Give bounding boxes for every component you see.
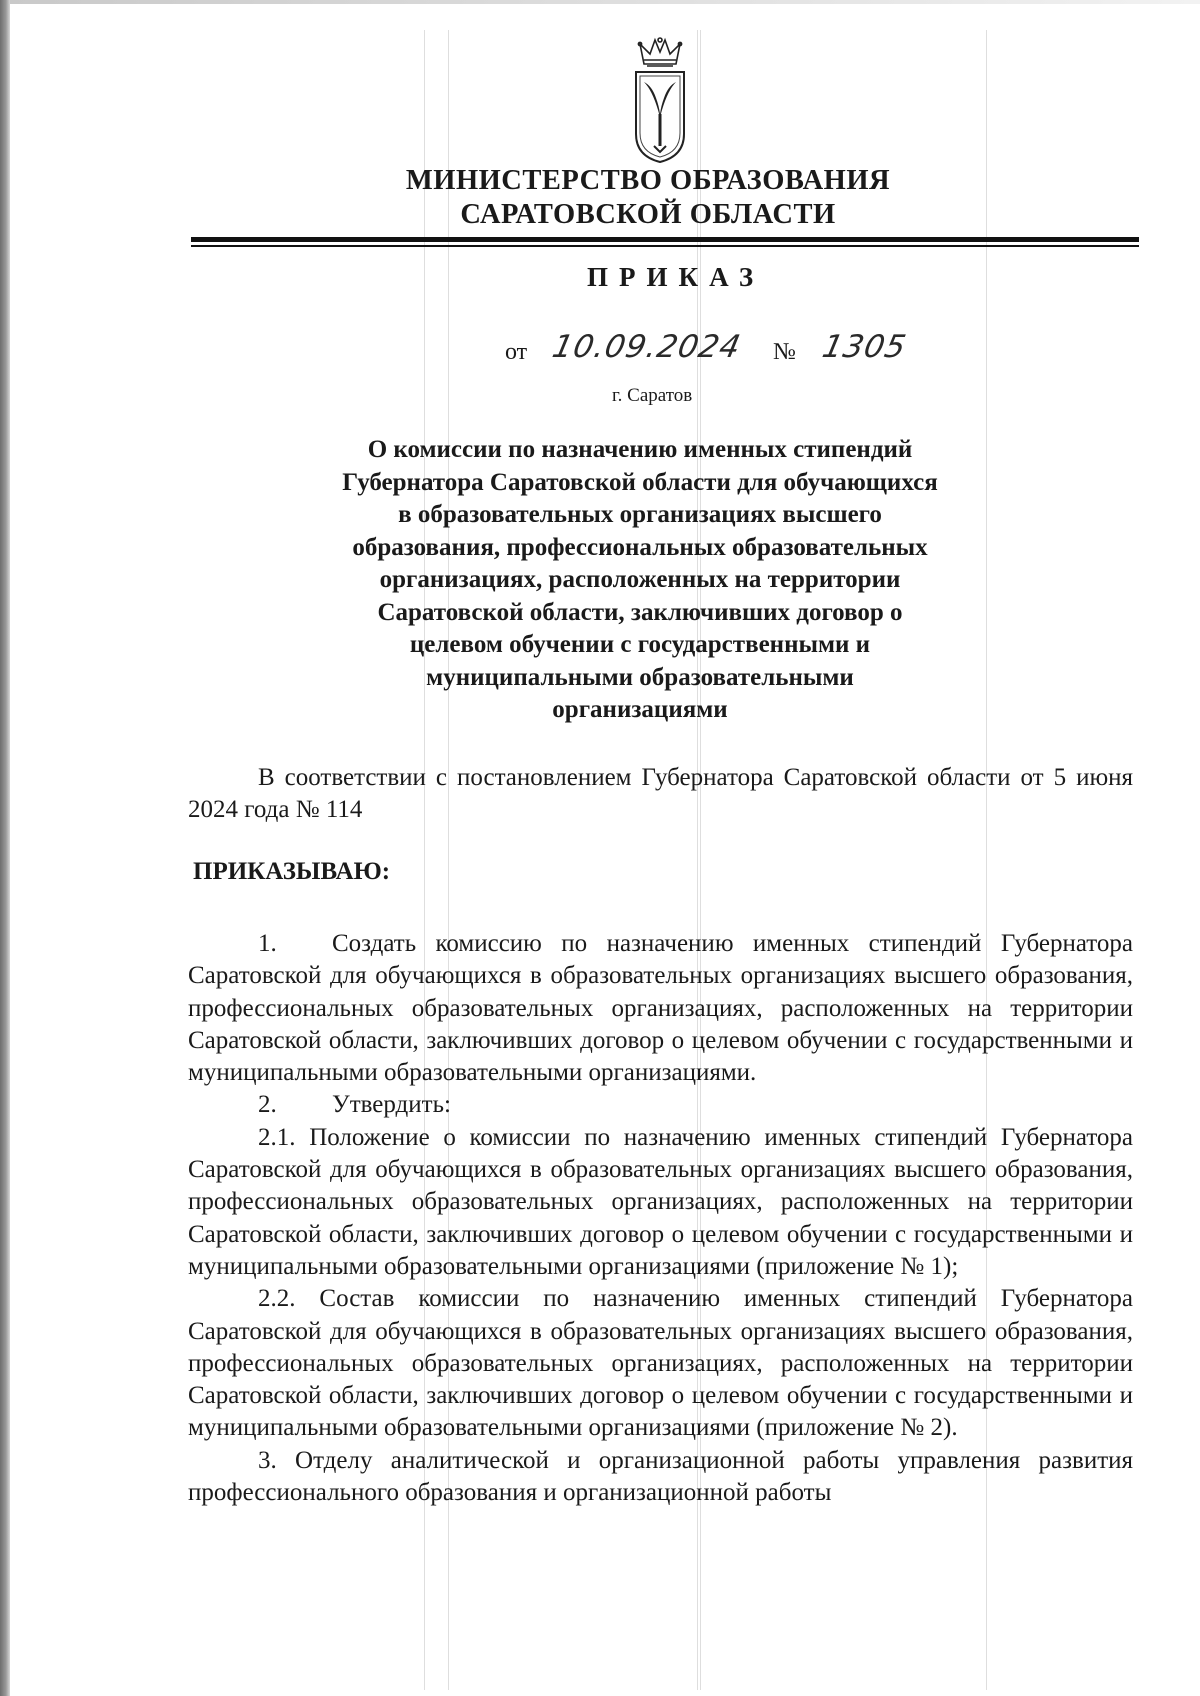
legal-basis bbox=[188, 762, 1133, 827]
city: г. Саратов bbox=[612, 385, 693, 406]
title-line: организациями bbox=[552, 696, 728, 723]
order-item bbox=[188, 928, 1133, 1089]
legal-basis-text: В соответствии с постановлением Губернатора Саратовской области от 5 июня 2024 года № 114 bbox=[188, 764, 1133, 824]
order-item bbox=[188, 1089, 1133, 1121]
title-line: Саратовской области, заключивших договор о bbox=[377, 598, 903, 626]
coat-of-arms-emblem bbox=[630, 34, 690, 164]
handwritten-date: 10.09.2024 bbox=[549, 329, 745, 365]
ministry-name-line1: МИНИСТЕРСТВО ОБРАЗОВАНИЯ bbox=[405, 165, 891, 196]
document-type: ПРИКАЗ bbox=[587, 262, 765, 292]
header-divider-thick bbox=[191, 237, 1139, 242]
item-number: 2. bbox=[258, 1091, 277, 1119]
item-number: 1. bbox=[258, 930, 277, 957]
item-text: Состав комиссии по назначению именных стипендий Губернатора Саратовской для обучающихся в образовательных организациях высшего образования, профессиональных образовательных организациях, расположенных на территории Саратовской области, заключивших договор о целевом обучении с государственными и муниципальными образовательными организациями (приложение № 2). bbox=[188, 1285, 1133, 1442]
scan-shadow-edge bbox=[0, 0, 10, 1696]
handwritten-order-number: 1305 bbox=[819, 329, 910, 365]
ministry-name-line2: САРАТОВСКОЙ ОБЛАСТИ bbox=[460, 199, 836, 230]
order-items bbox=[188, 928, 1133, 1509]
order-title bbox=[280, 434, 1000, 727]
item-text: Отделу аналитической и организационной работы управления развития профессионального образования и организационной работы bbox=[188, 1446, 1133, 1507]
title-line: Губернатора Саратовской области для обучающихся bbox=[342, 468, 938, 496]
title-line: муниципальными образовательными bbox=[426, 663, 854, 691]
item-text: Положение о комиссии по назначению именных стипендий Губернатора Саратовской для обучающихся в образовательных организациях высшего образования, профессиональных образовательных организациях, расположенных на территории Саратовской области, заключивших договор о целевом обучении с государственными и муниципальными образовательными организациями (приложение № 1); bbox=[188, 1123, 1134, 1280]
item-number: 2.1. bbox=[258, 1123, 296, 1151]
order-item bbox=[188, 1122, 1133, 1283]
item-number: 2.2. bbox=[258, 1285, 296, 1313]
title-line: О комиссии по назначению именных стипендий bbox=[367, 436, 913, 463]
title-line: целевом обучении с государственными и bbox=[409, 631, 871, 658]
order-directive: ПРИКАЗЫВАЮ: bbox=[193, 858, 391, 885]
order-item bbox=[188, 1283, 1133, 1444]
title-line: организациях, расположенных на территории bbox=[379, 566, 901, 593]
item-text: Создать комиссию по назначению именных стипендий Губернатора Саратовской для обучающихся в образовательных организациях высшего образования, профессиональных образовательных организациях, расположенных на территории Саратовской области, заключивших договор о целевом обучении с государственными и муниципальными образовательными организациями. bbox=[188, 930, 1133, 1087]
item-number: 3. bbox=[258, 1446, 277, 1474]
date-prefix: от bbox=[505, 339, 528, 365]
scan-shadow-top bbox=[10, 0, 1200, 4]
title-line: образования, профессиональных образовательных bbox=[352, 533, 928, 561]
item-text: Утвердить: bbox=[332, 1091, 451, 1119]
header-divider-thin bbox=[191, 245, 1139, 247]
order-date-number bbox=[505, 325, 945, 375]
order-item bbox=[188, 1445, 1133, 1510]
number-sign: № bbox=[773, 339, 796, 365]
title-line: в образовательных организациях высшего bbox=[398, 501, 882, 528]
